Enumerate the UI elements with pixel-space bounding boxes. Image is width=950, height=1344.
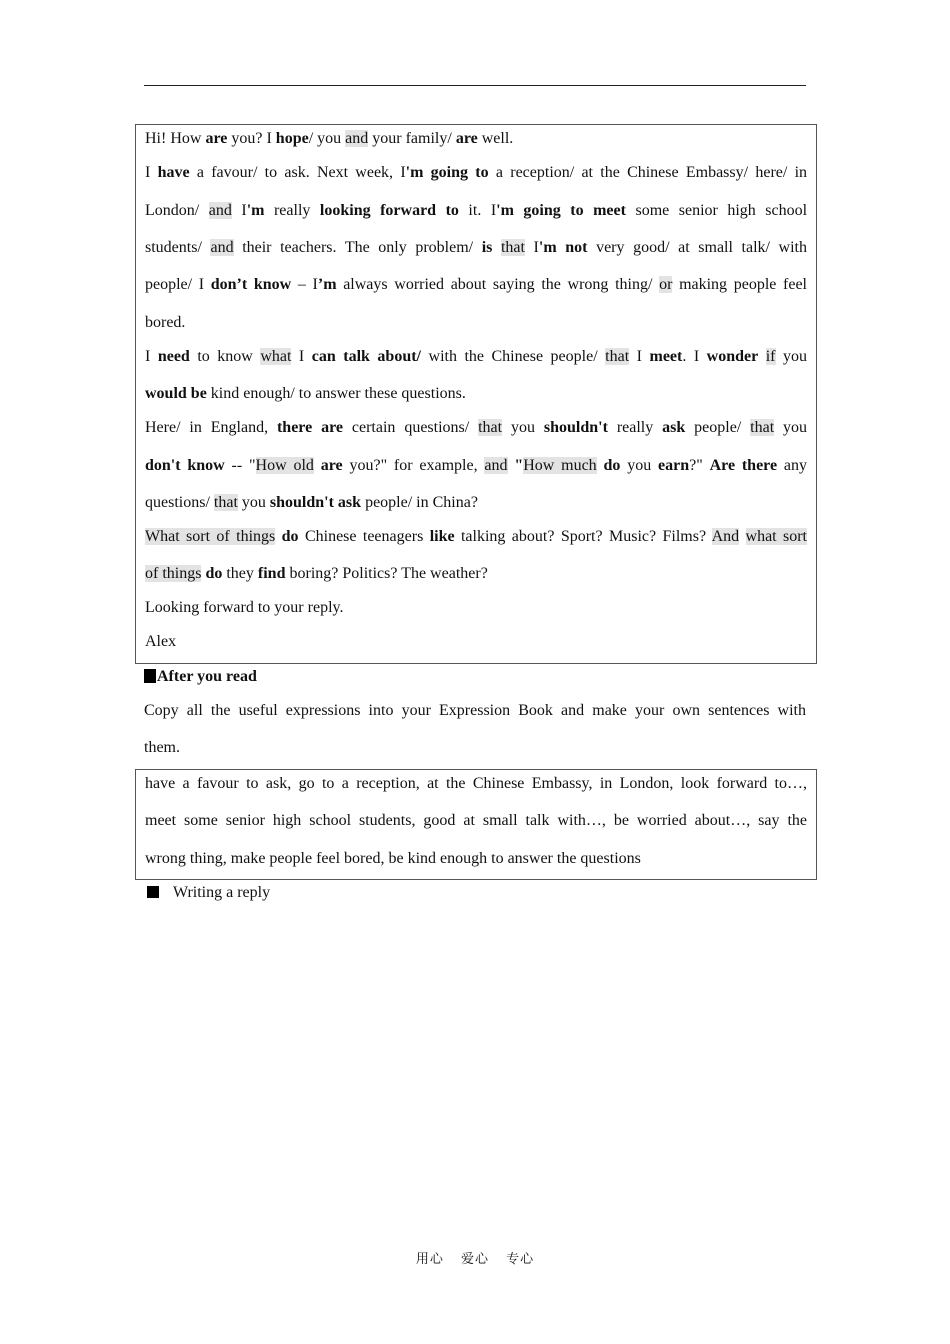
after-read-instruction-line2: them. — [144, 739, 180, 756]
square-bullet-icon — [144, 669, 156, 683]
letter-greeting: Hi! How are you? I hope/ you and your family/ are well. — [145, 130, 514, 147]
letter-para1-line3: students/ and their teachers. The only problem/ is that I'm not very good/ at small talk/ with — [145, 239, 807, 256]
letter-signature: Alex — [145, 633, 177, 650]
footer-item: 专心 — [506, 1252, 535, 1267]
expressions-box — [135, 769, 817, 880]
letter-para3-line1: Here/ in England, there are certain questions/ that you shouldn't really ask people/ that you — [145, 419, 808, 436]
footer-item: 爱心 — [460, 1252, 489, 1267]
letter-closing: Looking forward to your reply. — [145, 599, 344, 616]
footer-item: 用心 — [415, 1252, 444, 1267]
expressions-line1: have a favour to ask, go to a reception, at the Chinese Embassy, in London, look forward to…, — [145, 775, 807, 792]
letter-para1-line5: bored. — [145, 314, 186, 331]
expressions-line2: meet some senior high school students, good at small talk with…, be worried about…, say the — [145, 812, 807, 829]
writing-heading: Writing a reply — [144, 883, 806, 903]
letter-para3-line2: don't know -- "How old are you?" for example, and "How much do you earn?" Are there any — [145, 457, 808, 474]
letter-para1-line1: I have a favour/ to ask. Next week, I'm going to a reception/ at the Chinese Embassy/ here/ in — [145, 164, 808, 181]
letter-para3-line3: questions/ that you shouldn't ask people/ in China? — [145, 494, 478, 511]
page-footer — [0, 1248, 950, 1267]
header-rule — [144, 85, 806, 86]
letter-box — [135, 124, 817, 664]
letter-para2-line2: would be kind enough/ to answer these questions. — [145, 385, 466, 402]
letter-para4-line2: of things do they find boring? Politics? The weather? — [145, 565, 488, 582]
letter-para1-line4: people/ I don’t know – I’m always worried about saying the wrong thing/ or making people feel — [145, 276, 808, 293]
letter-para4-line1: What sort of things do Chinese teenagers like talking about? Sport? Music? Films? And what sort — [145, 528, 808, 545]
letter-para1-line2: London/ and I'm really looking forward to it. I'm going to meet some senior high school — [145, 202, 808, 219]
letter-para2-line1: I need to know what I can talk about/ with the Chinese people/ that I meet. I wonder if you — [145, 348, 808, 365]
square-bullet-icon — [147, 886, 159, 898]
expressions-line3: wrong thing, make people feel bored, be kind enough to answer the questions — [145, 850, 641, 867]
after-read-heading: After you read — [144, 667, 806, 687]
after-read-instruction-line1: Copy all the useful expressions into your Expression Book and make your own sentences with — [144, 702, 806, 719]
